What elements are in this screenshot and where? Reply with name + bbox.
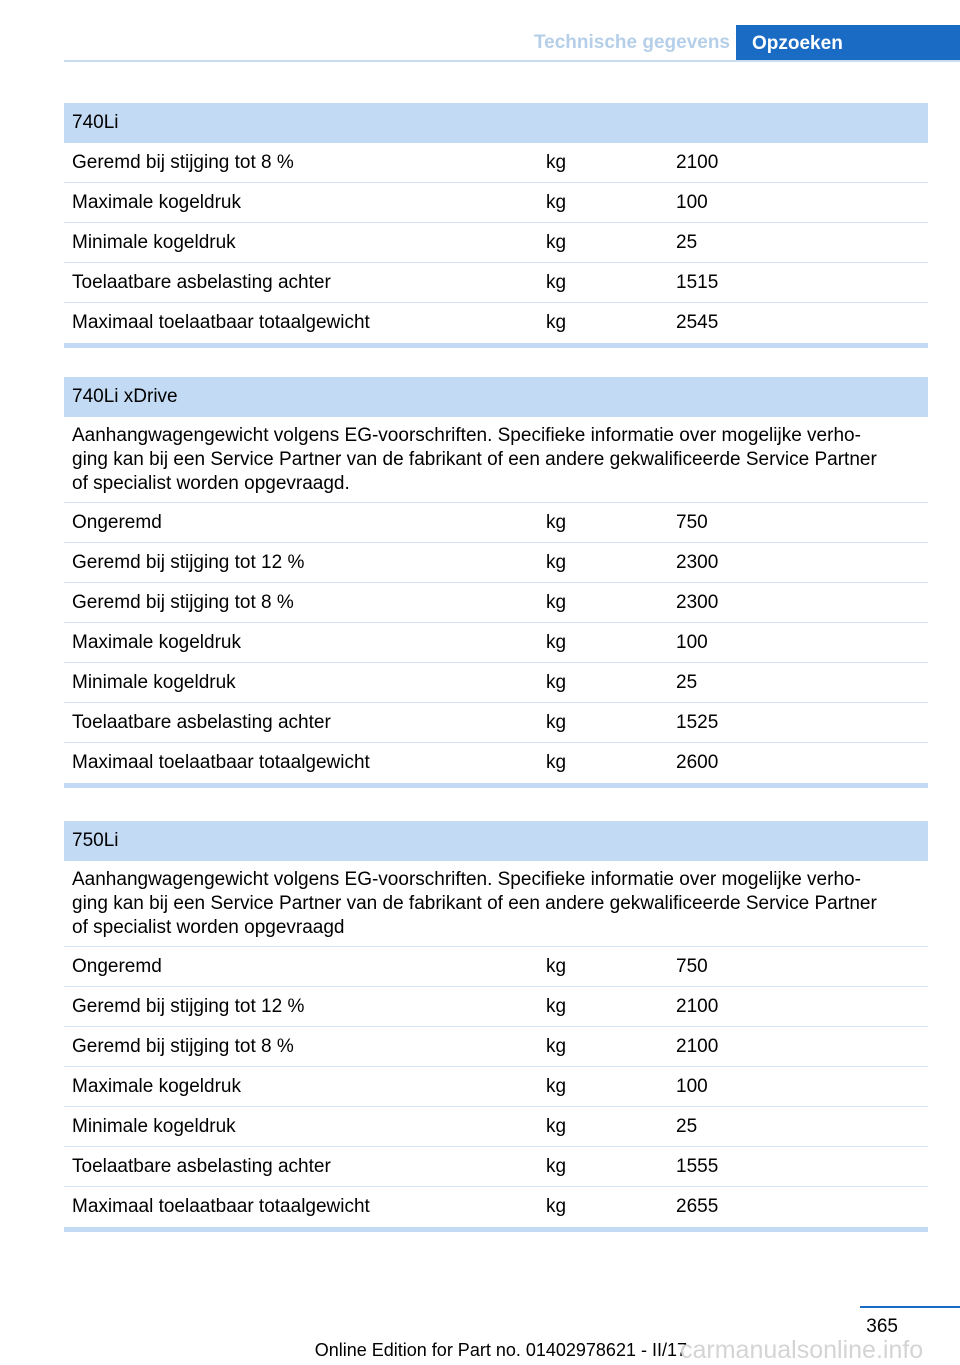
table-740li-xdrive	[64, 377, 928, 788]
row-unit: kg	[546, 996, 567, 1017]
row-unit: kg	[546, 1116, 567, 1137]
row-value: 750	[676, 512, 708, 533]
watermark: carmanualsonline.info	[680, 1336, 924, 1364]
table-note	[64, 861, 928, 947]
table-row	[64, 743, 928, 783]
row-value: 100	[676, 192, 708, 213]
row-label: Toelaatbare asbelasting achter	[72, 1156, 331, 1177]
row-value: 100	[676, 1076, 708, 1097]
row-label: Geremd bij stijging tot 8 %	[72, 1036, 294, 1057]
table-row	[64, 143, 928, 183]
row-label: Maximale kogeldruk	[72, 192, 241, 213]
row-label: Maximale kogeldruk	[72, 1076, 241, 1097]
row-value: 2655	[676, 1196, 719, 1217]
table-row	[64, 583, 928, 623]
table-row	[64, 987, 928, 1027]
row-value: 2545	[676, 312, 719, 333]
row-unit: kg	[546, 152, 567, 173]
row-label: Geremd bij stijging tot 8 %	[72, 152, 294, 173]
row-label: Ongeremd	[72, 512, 162, 533]
row-label: Toelaatbare asbelasting achter	[72, 712, 331, 733]
row-value: 750	[676, 956, 708, 977]
table-750li	[64, 821, 928, 1232]
footer-divider	[860, 1306, 960, 1308]
row-unit: kg	[546, 712, 567, 733]
table-row	[64, 503, 928, 543]
row-unit: kg	[546, 552, 567, 573]
row-label: Maximaal toelaatbaar totaalgewicht	[72, 312, 370, 333]
row-unit: kg	[546, 192, 567, 213]
header-section-title: Technische gegevens	[533, 32, 730, 53]
table-row	[64, 1027, 928, 1067]
table-740li	[64, 103, 928, 348]
row-unit: kg	[546, 1076, 567, 1097]
table-row	[64, 1187, 928, 1227]
row-unit: kg	[546, 232, 567, 253]
row-label: Maximale kogeldruk	[72, 632, 241, 653]
row-unit: kg	[546, 1196, 567, 1217]
row-label: Minimale kogeldruk	[72, 1116, 236, 1137]
row-unit: kg	[546, 752, 567, 773]
row-value: 25	[676, 1116, 698, 1137]
table-end-bar	[64, 783, 928, 788]
row-value: 1525	[676, 712, 719, 733]
row-value: 25	[676, 232, 698, 253]
table-row	[64, 1147, 928, 1187]
table-row	[64, 663, 928, 703]
row-unit: kg	[546, 632, 567, 653]
row-value: 2100	[676, 1036, 719, 1057]
table-row	[64, 947, 928, 987]
row-label: Minimale kogeldruk	[72, 232, 236, 253]
table-end-bar	[64, 1227, 928, 1232]
table-title: 740Li	[64, 103, 928, 143]
page-number: 365	[866, 1316, 898, 1337]
header-divider	[64, 60, 960, 62]
table-row	[64, 703, 928, 743]
table-row	[64, 1067, 928, 1107]
note-text: Aanhangwagengewicht volgens EG-voorschriften. Specifieke informatie over mogelijke verho- ging kan bij een Service Partner van de fabrikant of een andere gekwalificeerde Service Partner of specialist worden opgevraagd.	[72, 425, 877, 494]
row-value: 2600	[676, 752, 719, 773]
row-label: Maximaal toelaatbaar totaalgewicht	[72, 1196, 370, 1217]
row-value: 2100	[676, 996, 719, 1017]
row-unit: kg	[546, 1156, 567, 1177]
row-value: 2100	[676, 152, 719, 173]
row-unit: kg	[546, 1036, 567, 1057]
row-label: Geremd bij stijging tot 12 %	[72, 996, 305, 1017]
table-row	[64, 223, 928, 263]
row-label: Minimale kogeldruk	[72, 672, 236, 693]
row-label: Ongeremd	[72, 956, 162, 977]
row-unit: kg	[546, 272, 567, 293]
row-label: Geremd bij stijging tot 12 %	[72, 552, 305, 573]
note-text: Aanhangwagengewicht volgens EG-voorschriften. Specifieke informatie over mogelijke verho- ging kan bij een Service Partner van de fabrikant of een andere gekwalificeerde Service Partner of specialist worden opgevraagd	[72, 869, 877, 938]
row-unit: kg	[546, 956, 567, 977]
row-value: 1555	[676, 1156, 719, 1177]
table-row	[64, 183, 928, 223]
row-unit: kg	[546, 312, 567, 333]
edition-text: Online Edition for Part no. 01402978621 - II/17	[314, 1340, 687, 1360]
row-value: 2300	[676, 592, 719, 613]
row-value: 1515	[676, 272, 719, 293]
table-row	[64, 1107, 928, 1147]
table-note	[64, 417, 928, 503]
row-unit: kg	[546, 592, 567, 613]
row-label: Toelaatbare asbelasting achter	[72, 272, 331, 293]
header-tab-opzoeken[interactable]: Opzoeken	[736, 25, 960, 62]
table-row	[64, 263, 928, 303]
table-title: 750Li	[64, 821, 928, 861]
row-unit: kg	[546, 672, 567, 693]
table-end-bar	[64, 343, 928, 348]
row-value: 2300	[676, 552, 719, 573]
row-unit: kg	[546, 512, 567, 533]
row-value: 100	[676, 632, 708, 653]
table-row	[64, 623, 928, 663]
row-label: Maximaal toelaatbaar totaalgewicht	[72, 752, 370, 773]
table-row	[64, 543, 928, 583]
table-title: 740Li xDrive	[64, 377, 928, 417]
row-label: Geremd bij stijging tot 8 %	[72, 592, 294, 613]
row-value: 25	[676, 672, 698, 693]
table-row	[64, 303, 928, 343]
